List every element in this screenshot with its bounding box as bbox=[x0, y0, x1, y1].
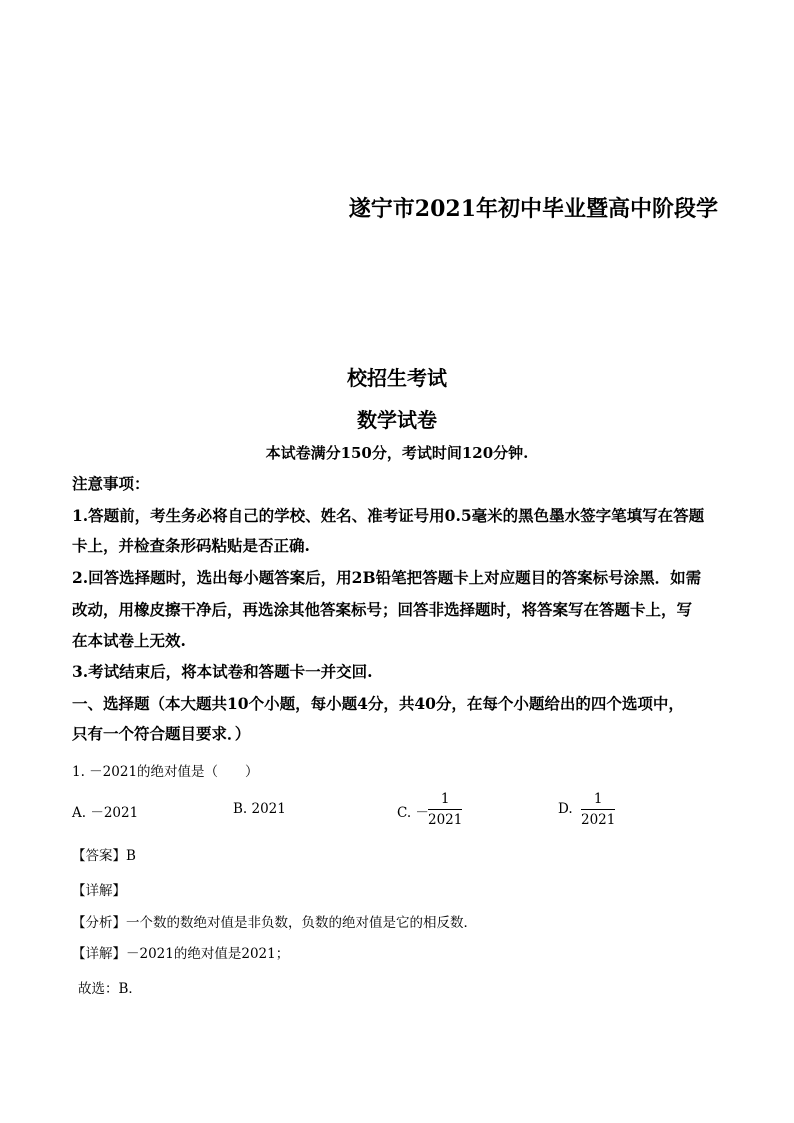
note-item3: 3.考试结束后，将本试卷和答题卡一并交回. bbox=[72, 662, 373, 681]
exam-subject-title: 数学试卷 bbox=[357, 408, 437, 432]
section1-heading-line2: 只有一个符合题目要求．） bbox=[72, 724, 251, 743]
option-c-fraction bbox=[428, 790, 462, 829]
fraction-bar bbox=[428, 809, 462, 810]
option-b: B. 2021 bbox=[233, 801, 286, 817]
option-c-label: C. － bbox=[397, 805, 429, 821]
detail-line: 【详解】－2021的绝对值是2021； bbox=[72, 946, 290, 962]
option-a: A. －2021 bbox=[72, 805, 139, 821]
note-item2-line1: 2.回答选择题时，选出每小题答案后，用2B铅笔把答题卡上对应题目的答案标号涂黑．如需 bbox=[72, 568, 702, 587]
note-item2-line2: 改动，用橡皮擦干净后，再选涂其他答案标号；回答非选择题时，将答案写在答题卡上，写 bbox=[72, 600, 693, 619]
option-c-denominator: 2021 bbox=[428, 812, 463, 828]
note-item2-line3: 在本试卷上无效. bbox=[72, 631, 186, 650]
analysis-line: 【分析】一个数的数绝对值是非负数，负数的绝对值是它的相反数． bbox=[72, 915, 477, 931]
option-d-fraction bbox=[581, 790, 615, 829]
option-c-numerator: 1 bbox=[440, 791, 450, 807]
option-d-numerator: 1 bbox=[593, 791, 603, 807]
notes-heading: 注意事项： bbox=[72, 474, 150, 493]
note-item1-line1: 1.答题前，考生务必将自己的学校、姓名、准考证号用0.5毫米的黑色墨水签字笔填写在答题 bbox=[72, 506, 705, 525]
conclusion-line: 故选：B． bbox=[78, 981, 142, 997]
option-d-denominator: 2021 bbox=[581, 812, 616, 828]
question1-stem: 1. －2021的绝对值是（ ） bbox=[72, 764, 259, 780]
fraction-bar bbox=[581, 809, 615, 810]
note-item1-line2: 卡上，并检查条形码粘贴是否正确. bbox=[72, 536, 310, 555]
option-d-label: D. bbox=[558, 801, 573, 817]
exam-info: 本试卷满分150分，考试时间120分钟. bbox=[265, 444, 529, 462]
answer-line: 【答案】B bbox=[72, 848, 136, 864]
exam-title-line2: 校招生考试 bbox=[347, 366, 447, 390]
section1-heading-line1: 一、选择题（本大题共10个小题，每小题4分，共40分，在每个小题给出的四个选项中， bbox=[72, 694, 684, 713]
detail-heading: 【详解】 bbox=[72, 883, 126, 899]
exam-title-line1: 遂宁市2021年初中毕业暨高中阶段学 bbox=[348, 196, 718, 222]
